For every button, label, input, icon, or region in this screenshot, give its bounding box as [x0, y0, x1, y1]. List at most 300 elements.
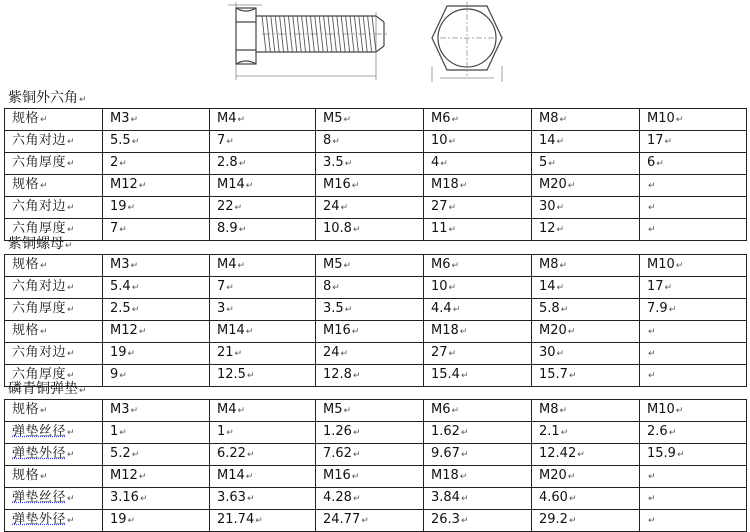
cell-value: 4.60: [539, 490, 568, 505]
section-title: [8, 234, 73, 254]
paragraph-mark-icon: ↵: [676, 450, 685, 460]
value-cell: [424, 343, 532, 365]
value-cell: [316, 299, 424, 321]
cell-value: 6: [647, 155, 656, 170]
value-cell: [532, 343, 640, 365]
cell-value: M5: [323, 111, 343, 126]
spec-table: [4, 399, 747, 532]
paragraph-mark-icon: ↵: [556, 225, 565, 235]
cell-value: M10: [647, 402, 675, 417]
row-label-cell: [5, 466, 103, 488]
cell-value: 24: [323, 199, 340, 214]
value-cell: [532, 109, 640, 131]
cell-value: 5.8: [539, 301, 560, 316]
cell-value: M20: [539, 468, 567, 483]
cell-value: M8: [539, 257, 559, 272]
value-cell: [424, 175, 532, 197]
cell-value: M3: [110, 257, 130, 272]
cell-value: M5: [323, 257, 343, 272]
cell-value: 5.4: [110, 279, 131, 294]
cell-value: M6: [431, 257, 451, 272]
paragraph-mark-icon: ↵: [460, 450, 469, 460]
value-cell: [424, 400, 532, 422]
value-cell: [316, 219, 424, 241]
paragraph-mark-icon: ↵: [332, 283, 340, 293]
cell-value: 7: [217, 133, 226, 148]
cell-value: M12: [110, 177, 138, 192]
row-label: 弹垫外径: [12, 512, 67, 527]
bolt-technical-drawing: [0, 0, 750, 92]
paragraph-mark-icon: ↵: [246, 494, 255, 504]
table-row: [5, 488, 747, 510]
value-cell: [424, 466, 532, 488]
table-row: [5, 400, 747, 422]
value-cell: [316, 321, 424, 343]
cell-value: 24.77: [323, 512, 361, 527]
value-cell: [210, 400, 316, 422]
paragraph-mark-icon: ↵: [648, 472, 656, 482]
cell-value: M4: [217, 257, 237, 272]
value-cell: [532, 488, 640, 510]
cell-value: 19: [110, 199, 127, 214]
table-row: [5, 219, 747, 241]
paragraph-mark-icon: ↵: [245, 472, 254, 482]
cell-value: 2: [110, 155, 119, 170]
value-cell: [210, 255, 316, 277]
value-cell: [316, 109, 424, 131]
paragraph-mark-icon: ↵: [568, 494, 577, 504]
cell-value: M14: [217, 177, 245, 192]
cell-value: 3.63: [217, 490, 246, 505]
paragraph-mark-icon: ↵: [237, 115, 246, 125]
value-cell: [316, 466, 424, 488]
cell-value: 12.42: [539, 446, 577, 461]
paragraph-mark-icon: ↵: [67, 349, 76, 359]
paragraph-mark-icon: ↵: [67, 450, 76, 460]
row-label: 规格: [12, 111, 40, 126]
table-row: [5, 153, 747, 175]
value-cell: [103, 153, 210, 175]
cell-value: 29.2: [539, 512, 568, 527]
cell-value: M5: [323, 402, 343, 417]
value-cell: [210, 343, 316, 365]
table-row: [5, 444, 747, 466]
paragraph-mark-icon: ↵: [668, 428, 677, 438]
paragraph-mark-icon: ↵: [138, 327, 147, 337]
value-cell: [424, 321, 532, 343]
table-row: [5, 466, 747, 488]
cell-value: M12: [110, 323, 138, 338]
paragraph-mark-icon: ↵: [67, 159, 76, 169]
row-label: 六角厚度: [12, 367, 67, 382]
value-cell: [210, 109, 316, 131]
paragraph-mark-icon: ↵: [459, 327, 468, 337]
cell-value: M6: [431, 111, 451, 126]
value-cell: [640, 510, 747, 532]
row-label: 规格: [12, 402, 40, 417]
value-cell: [640, 219, 747, 241]
value-cell: [316, 277, 424, 299]
row-label-cell: [5, 109, 103, 131]
value-cell: [424, 109, 532, 131]
cell-value: 7.62: [323, 446, 352, 461]
paragraph-mark-icon: ↵: [238, 159, 247, 169]
paragraph-mark-icon: ↵: [648, 181, 656, 191]
paragraph-mark-icon: ↵: [568, 516, 577, 526]
cell-value: 3.16: [110, 490, 139, 505]
value-cell: [532, 131, 640, 153]
cell-value: 4.28: [323, 490, 352, 505]
value-cell: [103, 299, 210, 321]
paragraph-mark-icon: ↵: [40, 406, 49, 416]
cell-value: 22: [217, 199, 234, 214]
value-cell: [103, 488, 210, 510]
paragraph-mark-icon: ↵: [131, 450, 140, 460]
cell-value: 3: [217, 301, 226, 316]
paragraph-mark-icon: ↵: [131, 305, 140, 315]
paragraph-mark-icon: ↵: [79, 386, 87, 396]
paragraph-mark-icon: ↵: [67, 225, 76, 235]
cell-value: 2.8: [217, 155, 238, 170]
paragraph-mark-icon: ↵: [139, 494, 148, 504]
paragraph-mark-icon: ↵: [234, 203, 243, 213]
paragraph-mark-icon: ↵: [459, 472, 468, 482]
cell-value: M12: [110, 468, 138, 483]
paragraph-mark-icon: ↵: [568, 371, 577, 381]
paragraph-mark-icon: ↵: [127, 516, 136, 526]
paragraph-mark-icon: ↵: [448, 225, 457, 235]
cell-value: M14: [217, 468, 245, 483]
cell-value: 27: [431, 199, 448, 214]
cell-value: 7: [217, 279, 226, 294]
paragraph-mark-icon: ↵: [648, 371, 656, 381]
value-cell: [424, 153, 532, 175]
section-title-text: 磷青铜弹垫: [8, 381, 78, 397]
paragraph-mark-icon: ↵: [40, 115, 49, 125]
row-label-cell: [5, 400, 103, 422]
cell-value: M16: [323, 468, 351, 483]
row-label-cell: [5, 343, 103, 365]
value-cell: [103, 466, 210, 488]
paragraph-mark-icon: ↵: [664, 283, 673, 293]
value-cell: [532, 466, 640, 488]
paragraph-mark-icon: ↵: [648, 327, 656, 337]
value-cell: [316, 343, 424, 365]
value-cell: [424, 277, 532, 299]
cell-value: 1.62: [431, 424, 460, 439]
value-cell: [532, 197, 640, 219]
value-cell: [210, 153, 316, 175]
paragraph-mark-icon: ↵: [130, 115, 139, 125]
row-label: 六角对边: [12, 345, 67, 360]
paragraph-mark-icon: ↵: [451, 406, 460, 416]
paragraph-mark-icon: ↵: [343, 406, 352, 416]
row-label-cell: [5, 255, 103, 277]
value-cell: [640, 422, 747, 444]
cell-value: M20: [539, 323, 567, 338]
cell-value: 3.5: [323, 301, 344, 316]
row-label: 规格: [12, 323, 40, 338]
value-cell: [210, 219, 316, 241]
paragraph-mark-icon: ↵: [361, 516, 369, 526]
row-label-cell: [5, 153, 103, 175]
cell-value: M20: [539, 177, 567, 192]
cell-value: 10: [431, 279, 448, 294]
row-label: 弹垫外径: [12, 446, 67, 461]
table-row: [5, 277, 747, 299]
cell-value: 8.9: [217, 221, 238, 236]
paragraph-mark-icon: ↵: [226, 137, 234, 147]
cell-value: 21: [217, 345, 234, 360]
value-cell: [640, 321, 747, 343]
cell-value: M14: [217, 323, 245, 338]
paragraph-mark-icon: ↵: [237, 406, 246, 416]
paragraph-mark-icon: ↵: [451, 115, 460, 125]
row-label: 规格: [12, 468, 40, 483]
row-label-cell: [5, 510, 103, 532]
paragraph-mark-icon: ↵: [559, 115, 568, 125]
paragraph-mark-icon: ↵: [237, 261, 246, 271]
paragraph-mark-icon: ↵: [67, 428, 76, 438]
value-cell: [210, 131, 316, 153]
paragraph-mark-icon: ↵: [351, 181, 360, 191]
value-cell: [103, 444, 210, 466]
paragraph-mark-icon: ↵: [559, 406, 568, 416]
paragraph-mark-icon: ↵: [459, 181, 468, 191]
value-cell: [532, 365, 640, 387]
paragraph-mark-icon: ↵: [675, 115, 684, 125]
value-cell: [640, 255, 747, 277]
cell-value: 5: [539, 155, 548, 170]
cell-value: 12.8: [323, 367, 352, 382]
paragraph-mark-icon: ↵: [648, 225, 656, 235]
paragraph-mark-icon: ↵: [548, 159, 556, 169]
spec-table: [4, 254, 747, 387]
paragraph-mark-icon: ↵: [560, 305, 569, 315]
value-cell: [316, 422, 424, 444]
cell-value: 24: [323, 345, 340, 360]
paragraph-mark-icon: ↵: [656, 159, 664, 169]
value-cell: [532, 299, 640, 321]
value-cell: [532, 400, 640, 422]
cell-value: M16: [323, 177, 351, 192]
paragraph-mark-icon: ↵: [119, 371, 127, 381]
paragraph-mark-icon: ↵: [340, 203, 349, 213]
paragraph-mark-icon: ↵: [351, 472, 360, 482]
row-label-cell: [5, 175, 103, 197]
paragraph-mark-icon: ↵: [130, 261, 139, 271]
paragraph-mark-icon: ↵: [352, 428, 361, 438]
paragraph-mark-icon: ↵: [556, 203, 565, 213]
paragraph-mark-icon: ↵: [138, 472, 147, 482]
paragraph-mark-icon: ↵: [344, 159, 353, 169]
paragraph-mark-icon: ↵: [255, 516, 263, 526]
value-cell: [532, 444, 640, 466]
paragraph-mark-icon: ↵: [245, 181, 254, 191]
section-title-text: 紫铜螺母: [8, 236, 64, 252]
paragraph-mark-icon: ↵: [119, 159, 127, 169]
table-row: [5, 343, 747, 365]
value-cell: [210, 488, 316, 510]
cell-value: 1: [217, 424, 226, 439]
value-cell: [532, 277, 640, 299]
value-cell: [532, 255, 640, 277]
paragraph-mark-icon: ↵: [451, 261, 460, 271]
cell-value: M4: [217, 111, 237, 126]
paragraph-mark-icon: ↵: [352, 494, 361, 504]
value-cell: [424, 365, 532, 387]
paragraph-mark-icon: ↵: [648, 494, 656, 504]
paragraph-mark-icon: ↵: [559, 261, 568, 271]
cell-value: 4: [431, 155, 440, 170]
cell-value: 17: [647, 279, 664, 294]
row-label-cell: [5, 277, 103, 299]
paragraph-mark-icon: ↵: [67, 305, 76, 315]
section-title: [8, 379, 87, 399]
table-row: [5, 299, 747, 321]
paragraph-mark-icon: ↵: [65, 241, 73, 251]
paragraph-mark-icon: ↵: [448, 203, 457, 213]
paragraph-mark-icon: ↵: [352, 450, 361, 460]
paragraph-mark-icon: ↵: [226, 305, 234, 315]
paragraph-mark-icon: ↵: [131, 283, 140, 293]
value-cell: [210, 466, 316, 488]
paragraph-mark-icon: ↵: [352, 225, 361, 235]
value-cell: [210, 365, 316, 387]
cell-value: 19: [110, 512, 127, 527]
paragraph-mark-icon: ↵: [648, 203, 656, 213]
paragraph-mark-icon: ↵: [560, 428, 569, 438]
cell-value: M3: [110, 402, 130, 417]
cell-value: 26.3: [431, 512, 460, 527]
paragraph-mark-icon: ↵: [460, 494, 469, 504]
value-cell: [316, 131, 424, 153]
cell-value: 10.8: [323, 221, 352, 236]
table-row: [5, 131, 747, 153]
paragraph-mark-icon: ↵: [67, 516, 76, 526]
cell-value: 2.1: [539, 424, 560, 439]
bolt-side-view: [228, 2, 390, 80]
value-cell: [210, 175, 316, 197]
cell-value: M16: [323, 323, 351, 338]
value-cell: [103, 365, 210, 387]
value-cell: [210, 422, 316, 444]
row-label-cell: [5, 131, 103, 153]
table-row: [5, 197, 747, 219]
cell-value: 17: [647, 133, 664, 148]
cell-value: 7: [110, 221, 119, 236]
paragraph-mark-icon: ↵: [340, 349, 349, 359]
paragraph-mark-icon: ↵: [238, 225, 247, 235]
value-cell: [316, 444, 424, 466]
value-cell: [640, 299, 747, 321]
value-cell: [640, 109, 747, 131]
value-cell: [103, 321, 210, 343]
table-row: [5, 422, 747, 444]
value-cell: [210, 444, 316, 466]
row-label: 规格: [12, 177, 40, 192]
paragraph-mark-icon: ↵: [556, 349, 565, 359]
value-cell: [103, 255, 210, 277]
paragraph-mark-icon: ↵: [556, 137, 565, 147]
paragraph-mark-icon: ↵: [664, 137, 673, 147]
value-cell: [424, 255, 532, 277]
cell-value: 10: [431, 133, 448, 148]
cell-value: 5.2: [110, 446, 131, 461]
value-cell: [532, 321, 640, 343]
value-cell: [103, 343, 210, 365]
value-cell: [316, 175, 424, 197]
cell-value: M18: [431, 177, 459, 192]
paragraph-mark-icon: ↵: [460, 371, 469, 381]
paragraph-mark-icon: ↵: [344, 305, 353, 315]
paragraph-mark-icon: ↵: [351, 327, 360, 337]
cell-value: 19: [110, 345, 127, 360]
cell-value: 12.5: [217, 367, 246, 382]
cell-value: 6.22: [217, 446, 246, 461]
value-cell: [532, 153, 640, 175]
paragraph-mark-icon: ↵: [567, 472, 576, 482]
value-cell: [424, 488, 532, 510]
paragraph-mark-icon: ↵: [234, 349, 243, 359]
value-cell: [103, 131, 210, 153]
paragraph-mark-icon: ↵: [567, 327, 576, 337]
paragraph-mark-icon: ↵: [452, 305, 461, 315]
value-cell: [640, 131, 747, 153]
paragraph-mark-icon: ↵: [226, 428, 234, 438]
cell-value: 15.7: [539, 367, 568, 382]
value-cell: [316, 255, 424, 277]
value-cell: [103, 510, 210, 532]
paragraph-mark-icon: ↵: [556, 283, 565, 293]
paragraph-mark-icon: ↵: [675, 406, 684, 416]
value-cell: [210, 299, 316, 321]
table-row: [5, 321, 747, 343]
cell-value: 5.5: [110, 133, 131, 148]
cell-value: 3.5: [323, 155, 344, 170]
paragraph-mark-icon: ↵: [668, 305, 677, 315]
row-label: 六角对边: [12, 133, 67, 148]
value-cell: [424, 299, 532, 321]
value-cell: [424, 510, 532, 532]
cell-value: 2.6: [647, 424, 668, 439]
paragraph-mark-icon: ↵: [675, 261, 684, 271]
value-cell: [640, 444, 747, 466]
paragraph-mark-icon: ↵: [332, 137, 340, 147]
row-label-cell: [5, 488, 103, 510]
cell-value: 11: [431, 221, 448, 236]
cell-value: M8: [539, 402, 559, 417]
row-label: 弹垫丝径: [12, 424, 67, 439]
paragraph-mark-icon: ↵: [648, 516, 656, 526]
table-row: [5, 175, 747, 197]
cell-value: 15.4: [431, 367, 460, 382]
value-cell: [640, 175, 747, 197]
row-label: 六角对边: [12, 199, 67, 214]
row-label: 六角厚度: [12, 155, 67, 170]
cell-value: 3.84: [431, 490, 460, 505]
cell-value: M3: [110, 111, 130, 126]
value-cell: [103, 277, 210, 299]
paragraph-mark-icon: ↵: [67, 371, 76, 381]
paragraph-mark-icon: ↵: [577, 450, 585, 460]
paragraph-mark-icon: ↵: [131, 137, 140, 147]
table-row: [5, 255, 747, 277]
paragraph-mark-icon: ↵: [40, 327, 49, 337]
cell-value: 2.5: [110, 301, 131, 316]
paragraph-mark-icon: ↵: [119, 428, 127, 438]
paragraph-mark-icon: ↵: [245, 327, 254, 337]
